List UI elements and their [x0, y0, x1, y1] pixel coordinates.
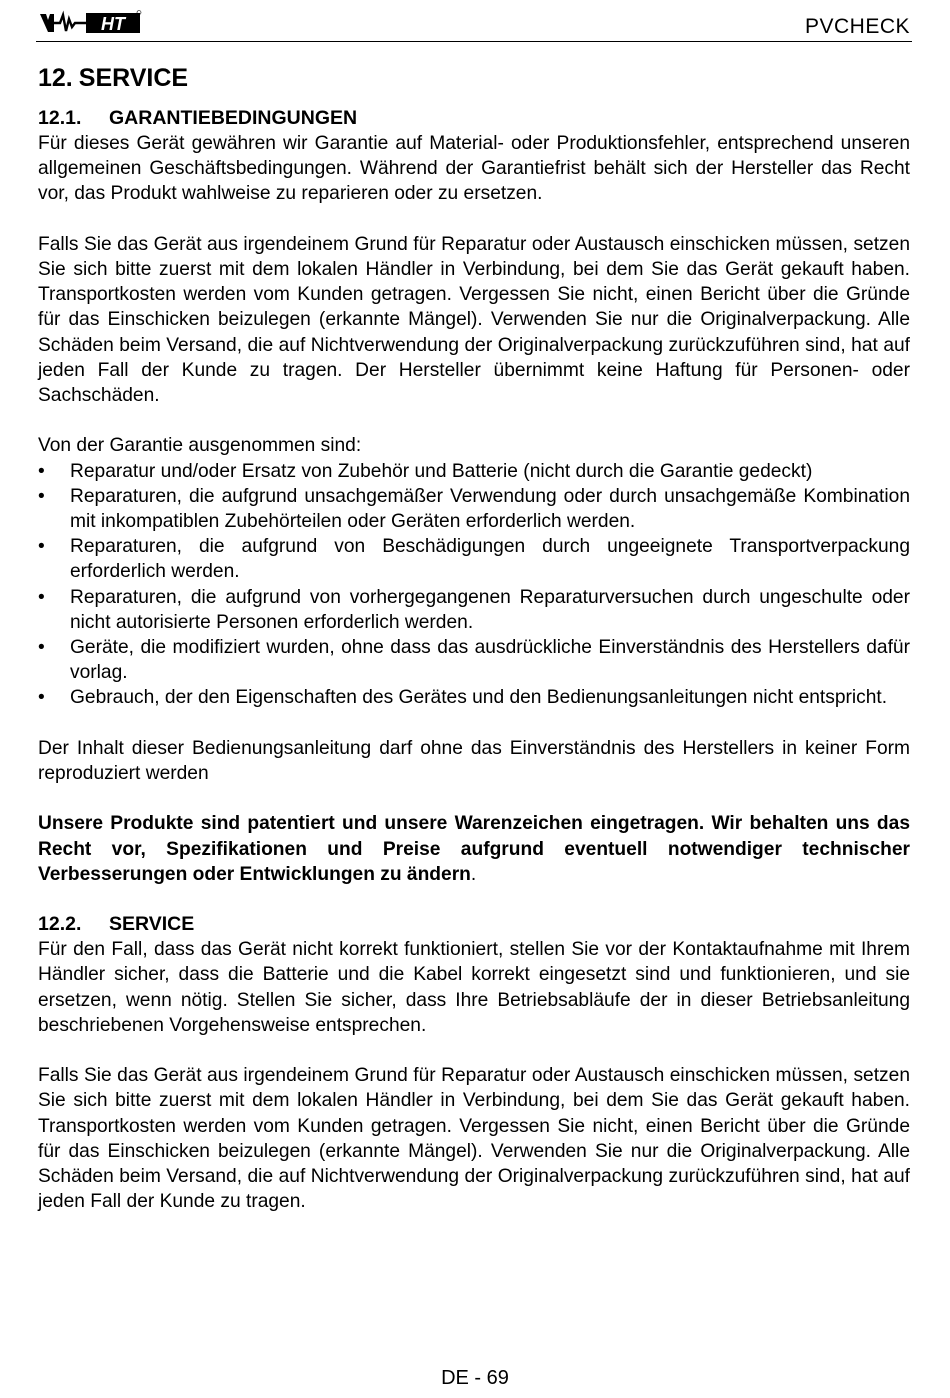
- section-title: SERVICE: [78, 64, 189, 92]
- bullet-icon: •: [38, 460, 45, 482]
- list-item-text: Reparaturen, die aufgrund unsachgemäßer Verwendung oder durch unsachgemäße Kombination mit inkompatiblen Zubehörteilen oder Geräten erforderlich werden.: [70, 485, 910, 533]
- subsection-number: 12.2.: [38, 913, 82, 936]
- section-heading: [38, 62, 910, 94]
- page-number: DE - 69: [441, 1367, 509, 1389]
- page-header: [36, 8, 912, 42]
- bullet-icon: •: [38, 687, 45, 709]
- service-paragraph-1: Für den Fall, dass das Gerät nicht korrekt funktioniert, stellen Sie vor der Kontaktaufnahme mit Ihrem Händler sicher, dass die Batterie und die Kabel korrekt eingesetzt sind und funktionieren, und sie ersetzen, wenn nötig. Stellen Sie sicher, dass Ihre Betriebsabläufe der in dieser Betriebsanleitung beschriebenen Vorgehensweise entsprechen.: [38, 939, 910, 1036]
- list-item-text: Reparatur und/oder Ersatz von Zubehör und Batterie (nicht durch die Garantie gedeckt): [70, 460, 813, 482]
- list-item-text: Geräte, die modifiziert wurden, ohne dass das ausdrückliche Einverständnis des Herstellers dafür vorlag.: [70, 637, 910, 684]
- warranty-paragraph-1: Für dieses Gerät gewähren wir Garantie auf Material- oder Produktionsfehler, entsprechend unseren allgemeinen Geschäftsbedingungen. Während der Garantiefrist behält sich der Hersteller das Recht vor, das Produkt wahlweise zu reparieren oder zu ersetzen.: [38, 133, 910, 205]
- exclusions-list: [38, 459, 910, 711]
- list-item-text: Reparaturen, die aufgrund von Beschädigungen durch ungeeignete Transportverpackung erforderlich werden.: [70, 536, 910, 583]
- subsection-heading-service: [38, 912, 910, 937]
- page-content: [38, 62, 910, 1214]
- bullet-icon: •: [38, 485, 45, 507]
- patent-period: .: [470, 863, 477, 885]
- service-paragraph-2: Falls Sie das Gerät aus irgendeinem Grund für Reparatur oder Austausch einschicken müssen, setzen Sie sich bitte zuerst mit dem lokalen Händler in Verbindung, bei dem Sie das Gerät gekauft haben. Transportkosten werden vom Kunden getragen. Vergessen Sie nicht, einen Bericht über die Gründe für das Einschicken beizulegen (erkannte Mängel). Verwenden Sie nur die Originalverpackung. Alle Schäden beim Versand, die auf Nichtverwendung der Originalverpackung zurückzuführen sind, hat auf jeden Fall der Kunde zu tragen.: [38, 1065, 910, 1213]
- patent-text: Unsere Produkte sind patentiert und unsere Warenzeichen eingetragen. Wir behalten uns das Recht vor, Spezifikationen und Preise aufgrund eventuell notwendiger technischer Verbesserungen oder Entwicklungen zu ändern: [38, 813, 910, 885]
- exclusions-intro: Von der Garantie ausgenommen sind:: [38, 435, 362, 457]
- subsection-title: SERVICE: [109, 913, 195, 936]
- ht-logo-graphic: [38, 10, 142, 36]
- list-item-text: Gebrauch, der den Eigenschaften des Gerätes und den Bedienungsanleitungen nicht entspricht.: [70, 687, 888, 709]
- subsection-title: GARANTIEBEDINGUNGEN: [109, 107, 358, 129]
- warranty-paragraph-2: Falls Sie das Gerät aus irgendeinem Grund für Reparatur oder Austausch einschicken müssen, setzen Sie sich bitte zuerst mit dem lokalen Händler in Verbindung, bei dem Sie das Gerät gekauft haben. Transportkosten werden vom Kunden getragen. Vergessen Sie nicht, einen Bericht über die Gründe für das Einschicken beizulegen (erkannte Mängel). Verwenden Sie nur die Originalverpackung. Alle Schäden beim Versand, die auf Nichtverwendung der Originalverpackung zurückzuführen sind, hat auf jeden Fall der Kunde zu tragen. Der Hersteller übernimmt keine Haftung für Personen- oder Sachschäden.: [38, 233, 910, 407]
- list-item: [38, 484, 910, 534]
- subsection-heading-warranty: [38, 106, 910, 131]
- bullet-icon: •: [38, 637, 45, 659]
- subsection-number: 12.1.: [38, 107, 82, 129]
- list-item: [38, 459, 910, 484]
- list-item-text: Reparaturen, die aufgrund von vorhergegangenen Reparaturversuchen durch ungeschulte oder nicht autorisierte Personen erforderlich werden.: [70, 586, 910, 633]
- product-name: PVCHECK: [804, 15, 910, 38]
- bullet-icon: •: [38, 586, 45, 608]
- list-item: [38, 585, 910, 635]
- ht-logo: [38, 10, 142, 36]
- svg-text:HT: HT: [101, 14, 125, 34]
- list-item: [38, 534, 910, 584]
- patent-paragraph: [38, 811, 910, 887]
- copyright-paragraph: Der Inhalt dieser Bedienungsanleitung darf ohne das Einverständnis des Herstellers in keiner Form reproduziert werden: [38, 737, 910, 785]
- list-item: [38, 685, 910, 710]
- list-item: [38, 635, 910, 685]
- bullet-icon: •: [38, 536, 45, 558]
- section-number: 12.: [38, 64, 73, 92]
